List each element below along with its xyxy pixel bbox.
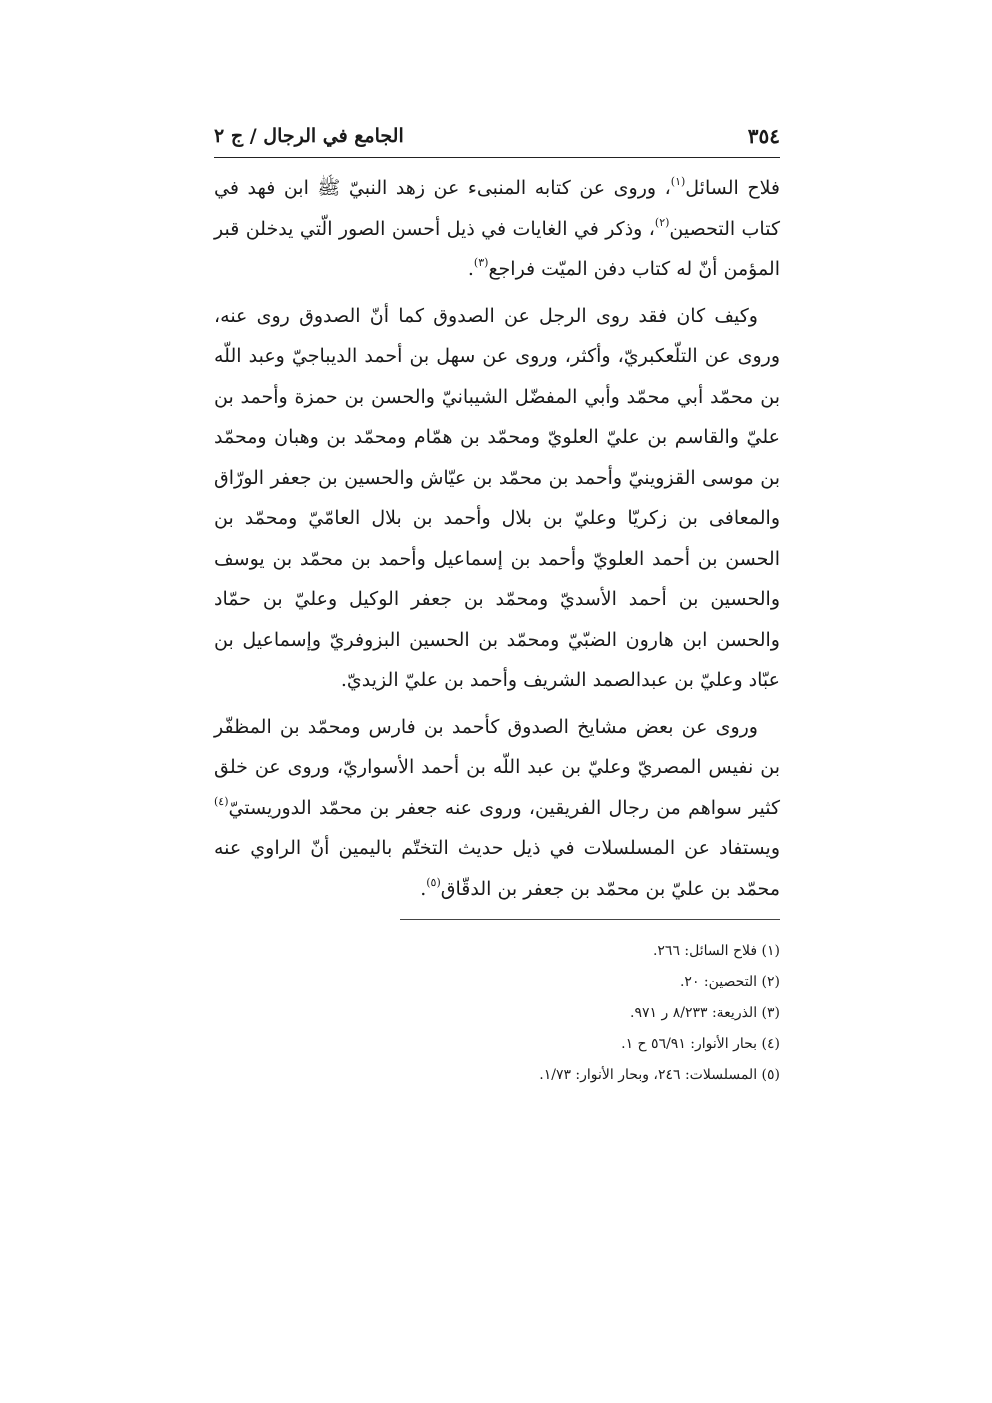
footnote-ref-5: (٥)	[426, 875, 441, 889]
footnote-divider	[400, 919, 780, 920]
footnote-5: (٥) المسلسلات: ٢٤٦، وبحار الأنوار: ١/٧٣.	[539, 1067, 780, 1083]
page-number: ٣٥٤	[747, 124, 780, 148]
paragraph-3-text-c: .	[420, 877, 427, 900]
running-title: الجامع في الرجال / ج ٢	[214, 125, 404, 147]
paragraph-1-text-d: .	[467, 258, 474, 280]
paragraph-1-text-c: ، وذكر في الغايات في ذيل أحسن الصور الّتي يدخلن قبر المؤمن أنّ له كتاب دفن الميّت فراجع	[214, 217, 780, 280]
footnote-ref-3: (٣)	[473, 256, 489, 269]
header-divider	[214, 157, 780, 158]
footnote-ref-2: (٢)	[654, 215, 670, 229]
paragraph-1-text-a: فلاح السائل	[685, 177, 780, 199]
paragraph-1-text-b: ، وروى عن كتابه المنبىء عن زهد النبيّ ﷺ ابن فهد في كتاب التحصين	[214, 177, 780, 240]
footnote-ref-1: (١)	[670, 175, 686, 188]
page-header	[214, 122, 780, 152]
paragraph-3-text-a: وروى عن بعض مشايخ الصدوق كأحمد بن فارس ومحمّد بن المظفّر بن نفيس المصريّ وعليّ بن عبد اللّه بن أحمد الأسواريّ، وروى عن خلق كثير سواهم من رجال الفريقين، وروى عنه جعفر بن محمّد الدوريستيّ	[214, 715, 780, 819]
paragraph-3	[214, 707, 780, 910]
paragraph-1	[214, 168, 780, 290]
footnotes	[214, 936, 780, 1091]
footnote-2: (٢) التحصين: ٢٠.	[679, 974, 780, 990]
footnote-1: (١) فلاح السائل: ٢٦٦.	[652, 943, 780, 959]
footnote-3: (٣) الذريعة: ٨/٢٣٣ ر ٩٧١.	[630, 1005, 780, 1021]
footnote-4: (٤) بحار الأنوار: ٥٦/٩١ ح ١.	[621, 1036, 780, 1052]
paragraph-2: وكيف كان فقد روى الرجل عن الصدوق كما أنّ الصدوق روى عنه، وروى عن التلّعكبريّ، وأكثر، وروى عن سهل بن أحمد الديباجيّ وعبد اللّه بن محمّد أبي محمّد وأبي المفضّل الشيبانيّ والحسن بن حمزة وأحمد بن عليّ والقاسم بن عليّ العلويّ ومحمّد بن همّام ومحمّد بن وهبان ومحمّد بن موسى القزوينيّ وأحمد بن محمّد بن عيّاش والحسين بن جعفر الورّاق والمعافى بن زكريّا وعليّ بن بلال وأحمد بن بلال العامّيّ ومحمّد بن الحسن بن أحمد العلويّ وأحمد بن إسماعيل وأحمد بن محمّد بن يوسف والحسين بن أحمد الأسديّ ومحمّد بن جعفر الوكيل وعليّ بن حمّاد والحسن ابن هارون الضبّيّ ومحمّد بن الحسين البزوفريّ وإسماعيل بن عبّاد وعليّ بن عبدالصمد الشريف وأحمد بن عليّ الزيديّ.	[214, 304, 780, 691]
paragraph-3-text-b: ويستفاد عن المسلسلات في ذيل حديث التختّم باليمين أنّ الراوي عنه محمّد بن عليّ بن محمّد بن جعفر بن الدقّاق	[214, 837, 780, 900]
footnote-ref-4: (٤)	[214, 794, 229, 808]
main-text	[214, 168, 780, 915]
